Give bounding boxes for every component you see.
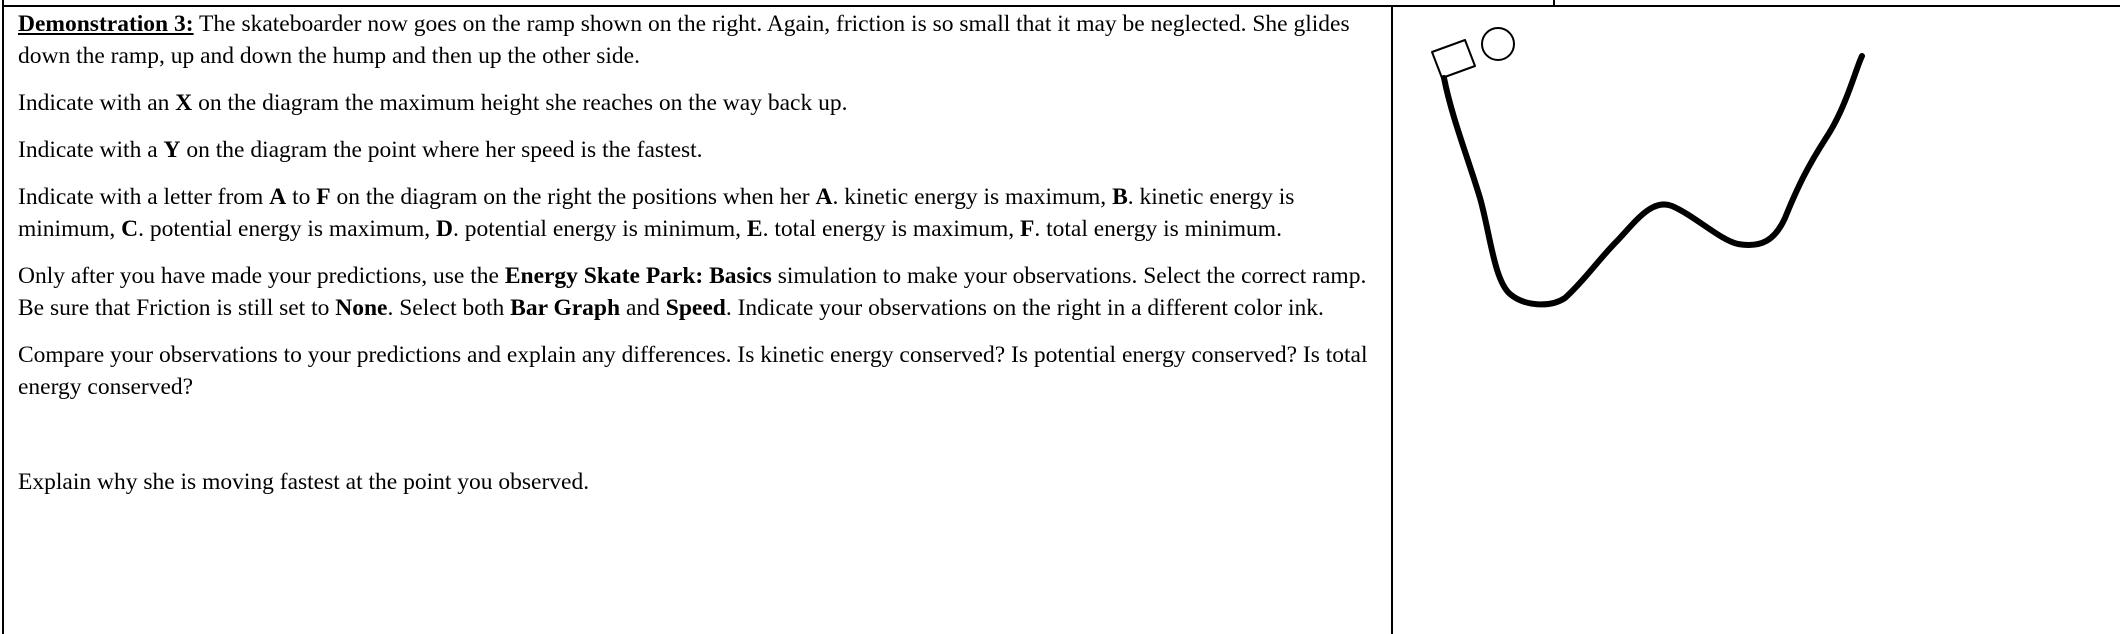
friction-setting: None [335, 295, 388, 321]
observation-paragraph [18, 260, 1380, 324]
question-x-post: on the diagram the maximum height she reaches on the way back up. [192, 90, 848, 116]
ramp-track [1444, 56, 1862, 304]
instructions-cell [18, 8, 1380, 513]
top-border-stub-right [1553, 0, 1555, 6]
letter-f: F [1019, 216, 1035, 242]
speed-option: Speed [665, 295, 726, 321]
question-y-pre: Indicate with a [18, 137, 164, 163]
ramp-with-skater-icon [1420, 18, 1880, 318]
question-y-post: on the diagram the point where her speed is the fastest. [180, 137, 703, 163]
question-x-pre: Indicate with an [18, 90, 176, 116]
top-border-stub-left [2, 0, 4, 6]
observe-text: . Indicate your observations on the right in a different color ink. [725, 295, 1324, 321]
simulation-name: Energy Skate Park: Basics [504, 263, 772, 289]
letter-b: B [1112, 184, 1128, 210]
question-y-letter: Y [163, 137, 181, 163]
question-y-paragraph [18, 134, 1380, 166]
compare-paragraph: Compare your observations to your predictions and explain any differences. Is kinetic energy conserved? Is potential energy conserved? Is total energy conserved? [18, 342, 1368, 400]
letter-e: E [746, 216, 763, 242]
observe-text: and [620, 295, 666, 321]
letter-c: C [121, 216, 139, 242]
question-x-paragraph [18, 87, 1380, 119]
letter-a: A [815, 184, 833, 210]
observe-text: Only after you have made your predictions, use the [18, 263, 505, 289]
letters-range-start: A [269, 184, 287, 210]
demo-intro-paragraph [18, 8, 1380, 72]
letters-text: . potential energy is maximum, [138, 216, 436, 242]
letters-text: to [286, 184, 317, 210]
demo-intro-text: The skateboarder now goes on the ramp shown on the right. Again, friction is so small that it may be neglected. She glides down the ramp, up and down the hump and then up the other side. [18, 11, 1350, 69]
question-letters-paragraph [18, 181, 1380, 245]
skater-head [1482, 28, 1514, 60]
letter-d: D [435, 216, 453, 242]
observe-text: simulation to make your observations. Select the correct ramp. Be sure that Friction is still set to [18, 263, 1367, 321]
skater-body-box [1432, 40, 1475, 78]
letters-text: . total energy is minimum. [1034, 216, 1282, 242]
letters-text: . potential energy is minimum, [452, 216, 747, 242]
letters-text: on the diagram on the right the positions when her [330, 184, 816, 210]
column-divider [1391, 5, 1393, 634]
letters-text: . total energy is maximum, [762, 216, 1020, 242]
letters-range-end: F [316, 184, 331, 210]
demo-heading: Demonstration 3: [18, 11, 194, 37]
letters-text: . kinetic energy is maximum, [832, 184, 1113, 210]
question-x-letter: X [175, 90, 193, 116]
letters-text: Indicate with a letter from [18, 184, 270, 210]
explain-paragraph: Explain why she is moving fastest at the point you observed. [18, 469, 590, 495]
bar-graph-option: Bar Graph [510, 295, 621, 321]
observe-text: . Select both [387, 295, 511, 321]
letters-text: . kinetic energy is minimum, [18, 184, 1295, 242]
